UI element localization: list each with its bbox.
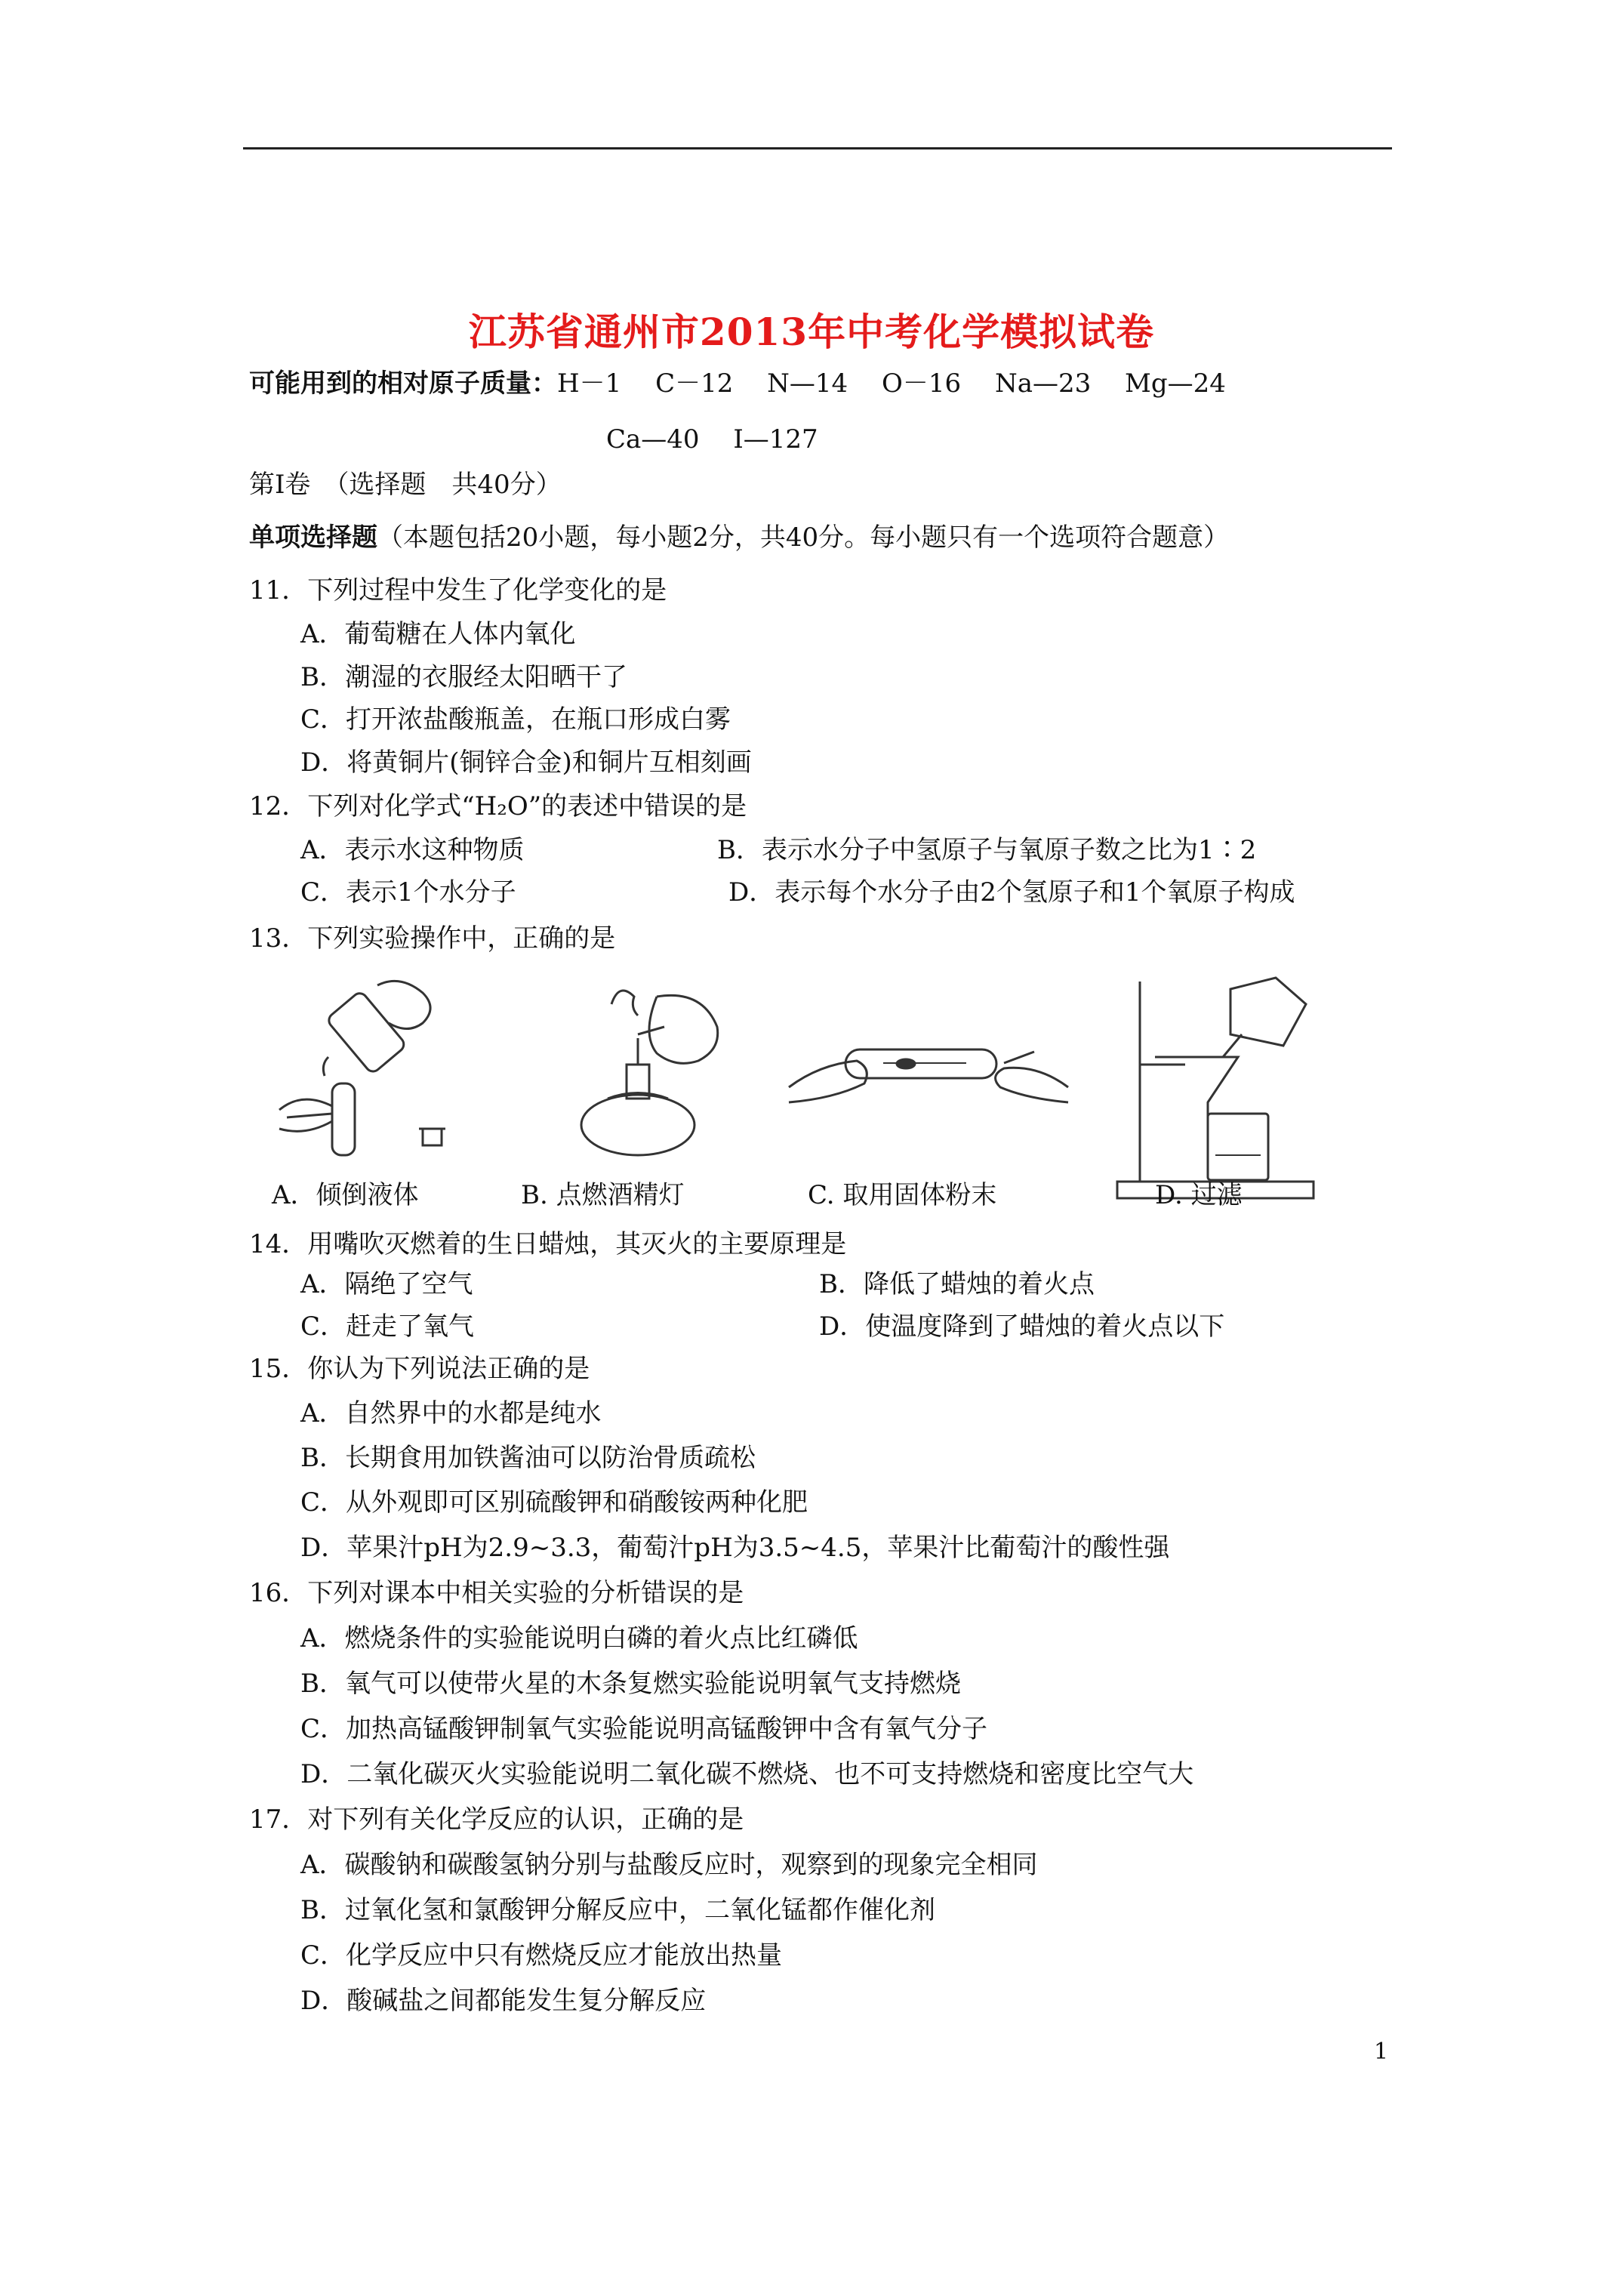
question-15-option-c: C．从外观即可区别硫酸钾和硝酸铵两种化肥 <box>300 1487 808 1518</box>
question-12-option-b: B．表示水分子中氢原子与氧原子数之比为1∶2 <box>717 835 1257 865</box>
exam-title: 江苏省通州市2013年中考化学模拟试卷 <box>468 310 1155 354</box>
question-14-option-a: A．隔绝了空气 <box>300 1269 473 1299</box>
section-instructions <box>249 522 1229 553</box>
question-13-stem: 13．下列实验操作中，正确的是 <box>249 923 616 954</box>
question-16-option-d: D．二氧化碳灭火实验能说明二氧化碳不燃烧、也不可支持燃烧和密度比空气大 <box>300 1759 1194 1789</box>
question-12-option-d: D．表示每个水分子由2个氢原子和1个氧原子构成 <box>728 877 1295 908</box>
question-14-stem: 14．用嘴吹灭燃着的生日蜡烛，其灭火的主要原理是 <box>249 1229 847 1259</box>
question-12-stem: 12．下列对化学式“H₂O”的表述中错误的是 <box>249 791 747 821</box>
question-11-option-c: C．打开浓盐酸瓶盖，在瓶口形成白雾 <box>300 704 731 735</box>
figure-filtration <box>1110 974 1336 1208</box>
figure-solid-powder <box>785 974 1072 1163</box>
figure-caption-d: D. 过滤 <box>1155 1180 1243 1210</box>
question-15-stem: 15．你认为下列说法正确的是 <box>249 1354 590 1384</box>
question-17-option-a: A．碳酸钠和碳酸氢钠分别与盐酸反应时，观察到的现象完全相同 <box>300 1850 1038 1880</box>
section-heading: 第Ⅰ卷 （选择题 共40分） <box>249 470 562 500</box>
question-17-option-b: B．过氧化氢和氯酸钾分解反应中，二氧化锰都作催化剂 <box>300 1895 935 1925</box>
question-11-option-a: A．葡萄糖在人体内氧化 <box>300 619 576 649</box>
atomic-mass-line-1 <box>249 368 1226 399</box>
question-15-option-d: D．苹果汁pH为2.9~3.3，葡萄汁pH为3.5~4.5，苹果汁比葡萄汁的酸性强 <box>300 1533 1170 1563</box>
figure-caption-c: C. 取用固体粉末 <box>808 1180 997 1210</box>
figure-caption-b: B. 点燃酒精灯 <box>521 1180 685 1210</box>
question-17-option-c: C．化学反应中只有燃烧反应才能放出热量 <box>300 1940 783 1971</box>
atomic-mass-values-1: H－1 C－12 N—14 O－16 Na—23 Mg—24 <box>557 368 1226 399</box>
question-16-option-c: C．加热高锰酸钾制氧气实验能说明高锰酸钾中含有氧气分子 <box>300 1714 988 1744</box>
question-11-option-d: D．将黄铜片(铜锌合金)和铜片互相刻画 <box>300 747 752 778</box>
question-12-option-c: C．表示1个水分子 <box>300 877 516 908</box>
page-number: 1 <box>1374 2039 1389 2065</box>
figure-pouring-liquid <box>272 974 483 1163</box>
question-17-stem: 17．对下列有关化学反应的认识，正确的是 <box>249 1804 744 1835</box>
question-11-option-b: B．潮湿的衣服经太阳晒干了 <box>300 662 627 692</box>
instructions-label: 单项选择题 <box>249 522 377 553</box>
question-12-option-a: A．表示水这种物质 <box>300 835 525 865</box>
question-11-stem: 11．下列过程中发生了化学变化的是 <box>249 575 667 606</box>
atomic-mass-label: 可能用到的相对原子质量： <box>249 368 557 399</box>
question-16-option-b: B．氧气可以使带火星的木条复燃实验能说明氧气支持燃烧 <box>300 1669 961 1699</box>
question-17-option-d: D．酸碱盐之间都能发生复分解反应 <box>300 1986 707 2016</box>
instructions-text: （本题包括20小题，每小题2分，共40分。每小题只有一个选项符合题意） <box>377 522 1230 553</box>
header-rule <box>243 147 1392 149</box>
question-14-option-d: D．使温度降到了蜡烛的着火点以下 <box>819 1311 1225 1342</box>
question-16-option-a: A．燃烧条件的实验能说明白磷的着火点比红磷低 <box>300 1623 858 1653</box>
figure-alcohol-lamp <box>566 974 732 1163</box>
question-14-option-b: B．降低了蜡烛的着火点 <box>819 1269 1095 1299</box>
question-14-option-c: C．赶走了氧气 <box>300 1311 475 1342</box>
question-15-option-b: B．长期食用加铁酱油可以防治骨质疏松 <box>300 1443 756 1473</box>
atomic-mass-values-2: Ca—40 I—127 <box>606 424 818 455</box>
figure-caption-a: A．倾倒液体 <box>272 1180 419 1210</box>
question-15-option-a: A．自然界中的水都是纯水 <box>300 1398 602 1428</box>
question-16-stem: 16．下列对课本中相关实验的分析错误的是 <box>249 1578 744 1608</box>
